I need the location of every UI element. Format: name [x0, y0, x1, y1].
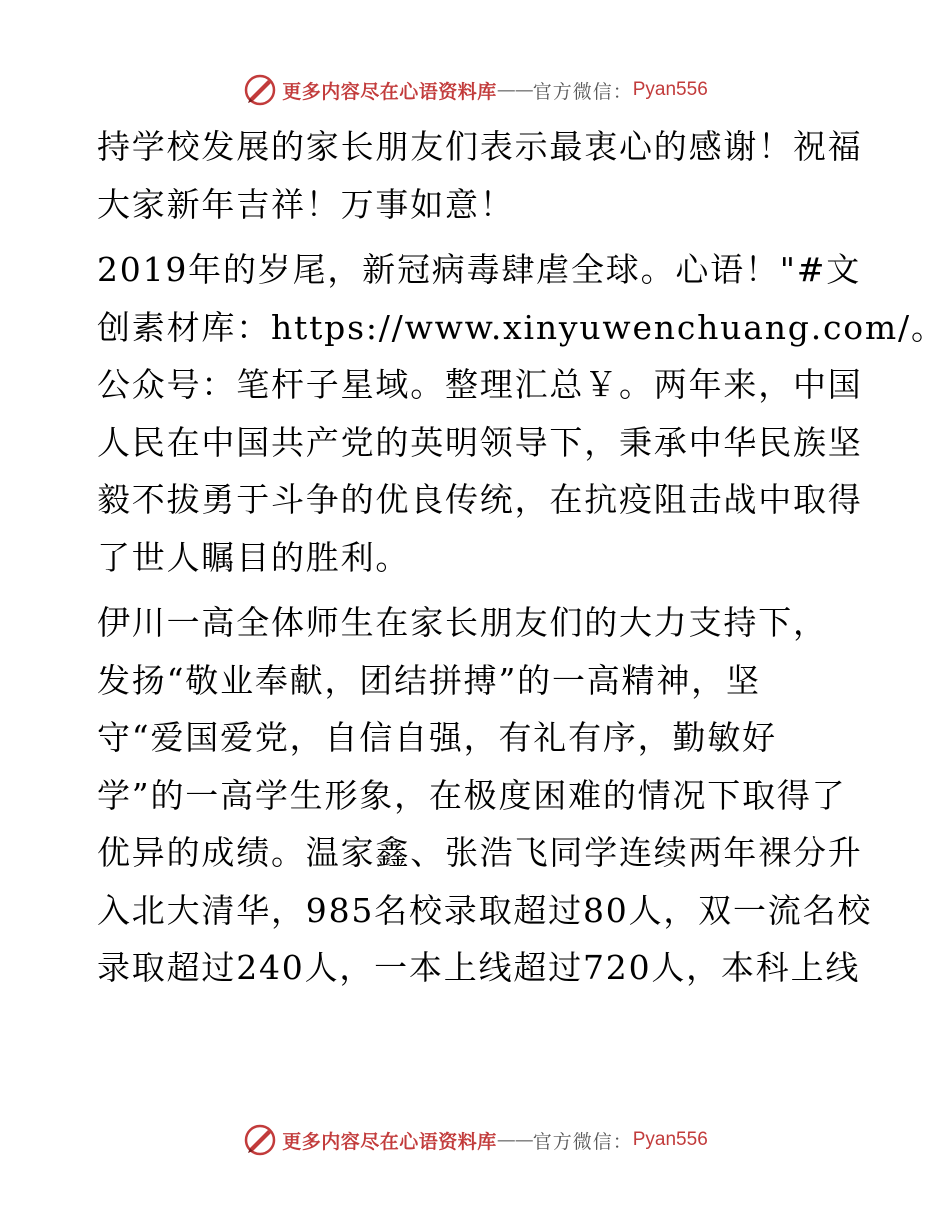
pen-logo-icon — [242, 72, 278, 108]
text-line: 发扬“敬业奉献，团结拼搏”的一高精神，坚 — [97, 660, 761, 700]
text-line: 守“爱国爱党，自信自强，有礼有序，勤敏好 — [97, 718, 777, 757]
paragraph-achievements — [97, 594, 873, 997]
text-line: 学”的一高学生形象，在极度困难的情况下取得了 — [97, 775, 847, 815]
watermark-dash: —— — [496, 1129, 533, 1151]
text-line: 人民在中国共产党的英明领导下，秉承中华民族坚 — [97, 422, 863, 462]
text-line: 2019年的岁尾，新冠病毒肆虐全球。心语！"#文 — [97, 250, 862, 289]
watermark-wechat-id: Pyan556 — [632, 79, 708, 100]
watermark-dash: —— — [496, 79, 533, 101]
text-line: 伊川一高全体师生在家长朋友们的大力支持下， — [97, 603, 828, 642]
text-line: 录取超过240人，一本上线超过720人，本科上线 — [97, 948, 861, 987]
header-watermark — [0, 70, 950, 110]
watermark-label: 官方微信： — [532, 80, 633, 103]
paragraph-greeting — [97, 118, 867, 233]
paragraph-pandemic — [97, 241, 946, 586]
text-line: 公众号：笔杆子星域。整理汇总￥。两年来，中国 — [97, 365, 863, 404]
text-line: 了世人瞩目的胜利。 — [97, 537, 411, 577]
watermark-label: 官方微信： — [532, 1130, 633, 1153]
text-line: 入北大清华，985名校录取超过80人，双一流名校 — [97, 890, 873, 930]
document-body — [97, 118, 946, 997]
text-line: 持学校发展的家长朋友们表示最衷心的感谢！祝福 — [97, 127, 863, 166]
text-line: 优异的成绩。温家鑫、张浩飞同学连续两年裸分升 — [97, 833, 863, 872]
watermark-wechat-id: Pyan556 — [632, 1129, 708, 1150]
text-line: 创素材库：https://www.xinyuwenchuang.com/。 — [97, 307, 946, 347]
watermark-brand: 更多内容尽在心语资料库 — [282, 1130, 497, 1153]
text-line: 毅不拔勇于斗争的优良传统，在抗疫阻击战中取得 — [97, 480, 863, 519]
footer-watermark — [0, 1120, 950, 1160]
text-line: 大家新年吉祥！万事如意！ — [97, 184, 515, 224]
watermark-brand: 更多内容尽在心语资料库 — [282, 80, 497, 103]
pen-logo-icon — [242, 1122, 278, 1158]
